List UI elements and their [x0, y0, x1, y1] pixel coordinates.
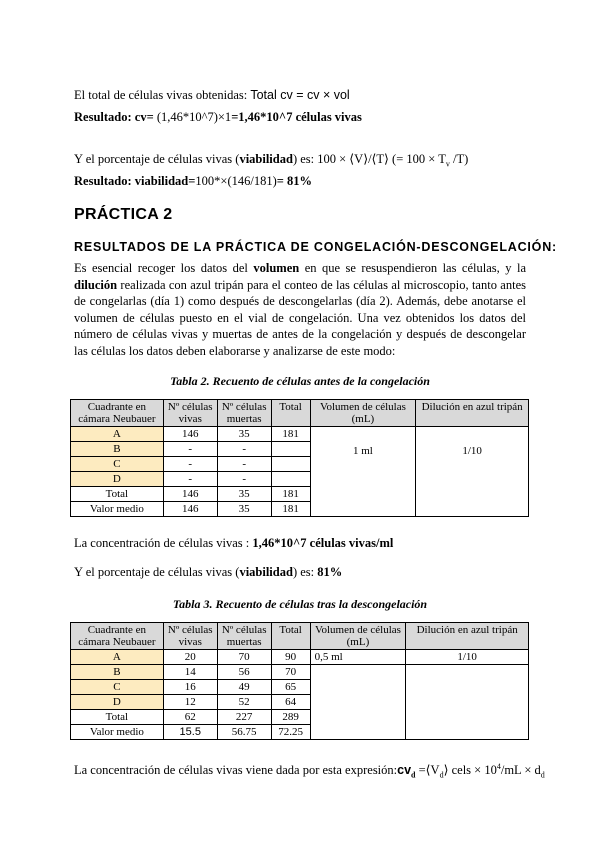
viability-line-1: [74, 565, 342, 580]
table-cell: B: [71, 442, 164, 457]
table3-empty-volume: [310, 665, 406, 740]
table3-volume: 0,5 ml: [310, 650, 406, 665]
table-cell: 64: [271, 695, 310, 710]
table-cell: A: [71, 427, 164, 442]
table-cell: 146: [163, 502, 217, 517]
table-cell: 227: [217, 710, 271, 725]
table-cell: 35: [217, 502, 271, 517]
table-cell: 90: [271, 650, 310, 665]
table-cell: C: [71, 457, 164, 472]
table3-header: Dilución en azul tripán: [406, 623, 529, 650]
table-cell: 35: [217, 487, 271, 502]
conc2-bsub: d: [439, 770, 444, 780]
viab-d: /T): [449, 152, 469, 166]
table-cell: [271, 457, 310, 472]
table-cell: Total: [71, 710, 164, 725]
table2-dilution: 1/10: [416, 427, 529, 517]
table3-header: Total: [271, 623, 310, 650]
subsection-heading: RESULTADOS DE LA PRÁCTICA DE CONGELACIÓN-DESCONGELACIÓN:: [74, 240, 557, 254]
table-cell: [271, 472, 310, 487]
table-cell: Total: [71, 487, 164, 502]
table-cell: Valor medio: [71, 502, 164, 517]
viab-b: viabilidad: [239, 152, 293, 166]
table-cell: 12: [163, 695, 217, 710]
table-row: [71, 650, 529, 665]
table-cell: 62: [163, 710, 217, 725]
total-cv-formula: Total cv = cv × vol: [250, 88, 350, 102]
table3-header: Volumen de células (mL): [310, 623, 406, 650]
table-cell: B: [71, 665, 164, 680]
table2-header: Cuadrante en cámara Neubauer: [71, 400, 164, 427]
table3-header: Cuadrante en cámara Neubauer: [71, 623, 164, 650]
conc2-a: La concentración de células vivas viene dada por esta expresión:: [74, 763, 398, 778]
table-cell: 14: [163, 665, 217, 680]
table-cell: -: [217, 442, 271, 457]
table-cell: 72.25: [271, 725, 310, 740]
table-cell: 35: [217, 427, 271, 442]
table3-header: Nº células muertas: [217, 623, 271, 650]
table2-header-row: [71, 400, 529, 427]
conc2-d: /mL × d: [500, 763, 541, 778]
table-cell: 56: [217, 665, 271, 680]
table2-header: Nº células vivas: [163, 400, 217, 427]
table2-header: Total: [271, 400, 310, 427]
table3: [70, 622, 529, 740]
total-cv-line: [74, 88, 350, 103]
table2: [70, 399, 529, 517]
result-viab-label: Resultado: viabilidad=: [74, 174, 196, 188]
table-cell: -: [217, 472, 271, 487]
conc2-f: cv: [397, 763, 412, 778]
table-cell: -: [163, 457, 217, 472]
table2-volume: 1 ml: [310, 427, 416, 517]
table-cell: 70: [271, 665, 310, 680]
table2-header: Volumen de células (mL): [310, 400, 416, 427]
table3-empty-dilution: [406, 665, 529, 740]
viab-a: Y el porcentaje de células vivas (: [74, 152, 240, 166]
table-cell: -: [163, 442, 217, 457]
table-cell: 70: [217, 650, 271, 665]
viability-formula-line: [74, 152, 468, 172]
result-viab-mid: 100*×(146/181): [195, 174, 277, 188]
table-row: [71, 427, 529, 442]
viab-sub: v: [445, 159, 450, 169]
conc1-text: La concentración de células vivas :: [74, 536, 253, 550]
table-cell: Valor medio: [71, 725, 164, 740]
concentration-line-2: [74, 759, 545, 783]
para-p4: dilución: [74, 277, 118, 292]
table2-header: Dilución en azul tripán: [416, 400, 529, 427]
table-cell: 181: [271, 487, 310, 502]
table3-header: Nº células vivas: [163, 623, 217, 650]
conc2-c: ⟩ cels × 10: [443, 763, 497, 778]
table-cell: [271, 442, 310, 457]
table-cell: -: [163, 472, 217, 487]
table-cell: 20: [163, 650, 217, 665]
conc2-sup: 4: [496, 762, 501, 771]
table3-dilution: 1/10: [406, 650, 529, 665]
table-cell: 56.75: [217, 725, 271, 740]
table-row: [71, 665, 529, 680]
para-p3: en que se resuspendieron las células, y la: [299, 261, 527, 275]
table-cell: 15.5: [163, 725, 217, 740]
table-cell: D: [71, 695, 164, 710]
table3-caption: Tabla 3. Recuento de células tras la descongelación: [172, 597, 428, 611]
table-cell: 146: [163, 427, 217, 442]
result-viab-end: = 81%: [276, 174, 312, 188]
table-cell: 146: [163, 487, 217, 502]
para-p2: volumen: [253, 261, 300, 275]
table-cell: 181: [271, 427, 310, 442]
intro-paragraph: [74, 260, 526, 359]
table-cell: 16: [163, 680, 217, 695]
para-p1: Es esencial recoger los datos del: [74, 261, 254, 275]
table-cell: 49: [217, 680, 271, 695]
conc2-dsub: d: [540, 770, 545, 780]
result-cv-label: Resultado: cv=: [74, 110, 154, 124]
conc2-b: =⟨V: [415, 763, 440, 778]
via1-a: Y el porcentaje de células vivas (: [74, 565, 240, 579]
table-cell: A: [71, 650, 164, 665]
table-cell: 181: [271, 502, 310, 517]
via1-c: ) es:: [292, 565, 318, 579]
table-cell: 65: [271, 680, 310, 695]
via1-b: viabilidad: [239, 565, 293, 579]
table-cell: 289: [271, 710, 310, 725]
total-cv-text: El total de células vivas obtenidas:: [74, 88, 251, 102]
result-cv-mid: (1,46*10^7)×1: [153, 110, 232, 124]
via1-d: 81%: [317, 565, 343, 579]
section-heading: PRÁCTICA 2: [74, 206, 173, 223]
table2-header: Nº células muertas: [217, 400, 271, 427]
result-cv-end: =1,46*10^7 células vivas: [231, 110, 362, 124]
table-cell: 52: [217, 695, 271, 710]
result-cv-line: [74, 110, 362, 125]
table-cell: -: [217, 457, 271, 472]
conc1-bold: 1,46*10^7 células vivas/ml: [252, 536, 394, 550]
conc2-fsub: d: [411, 770, 416, 780]
result-viability-line: [74, 174, 312, 189]
table-cell: D: [71, 472, 164, 487]
viab-c: ) es: 100 × ⟨V⟩/⟨T⟩ (= 100 × T: [292, 152, 446, 166]
concentration-line-1: [74, 536, 393, 551]
table3-header-row: [71, 623, 529, 650]
para-p5: realizada con azul tripán para el conteo de las células al microscopio, tanto antes de congelarlas (día 1) como después de descongelarlas (día 2). Además, debe anotarse el volumen de células puesto en el vial de congelación. Una vez obtenidos los datos del número de células vivas y muertas de antes de la congelación y después de descongelar las células los datos deben elaborarse y analizarse de este modo:: [74, 277, 526, 358]
table-cell: C: [71, 680, 164, 695]
table2-caption: Tabla 2. Recuento de células antes de la congelación: [170, 374, 430, 388]
